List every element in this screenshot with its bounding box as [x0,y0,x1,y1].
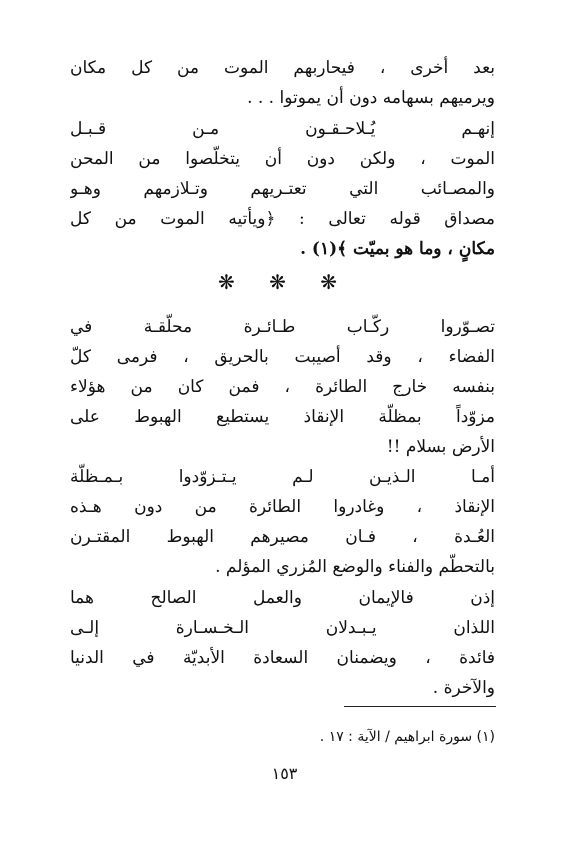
text-line: الفضاء ، وقد أصيبت بالحريق ، فرمى كلّ [70,347,495,367]
text-line: أمـا الـذيـن لـم يـتـزوّدوا بـمـظلّة [70,467,495,487]
paragraph-3 [70,312,495,462]
paragraph-2 [70,114,495,264]
section-separator: ❋ ❋ ❋ [218,270,351,294]
text-line: ويرميهم بسهامه دون أن يموتوا . . . [247,88,495,108]
paragraph-1 [70,53,495,113]
text-line: والآخرة . [432,678,495,698]
paragraph-4 [70,462,495,582]
text-line: إذن فالإيمان والعمل الصالح هما [70,588,495,608]
footnote: (١) سورة ابراهيم / الآية : ١٧ . [319,729,495,745]
page-number: ١٥٣ [271,764,298,783]
footnote-divider [344,706,496,707]
text-line: تصـوّروا ركّـاب طـائـرة محلّقـة في [70,317,495,337]
quran-quote-line: مكانٍ ، وما هو بميّت ﴾(١) . [300,239,495,259]
text-line: اللذان يـبـدلان الـخـسـارة إلـى [70,618,495,638]
text-line: الموت ، ولكن دون أن يتخلّصوا من المحن [70,149,495,169]
text-line: الأرض بسلام !! [386,437,495,457]
text-line: بنفسه خارج الطائرة ، فمن كان من هؤلاء [70,377,495,397]
text-line: الإنقاذ ، وغادروا الطائرة من دون هـذه [70,497,495,517]
quran-quote-line: مصداق قوله تعالى : ﴿ويأتيه الموت من كل [70,209,495,229]
text-line: بعد أخرى ، فيحاربهم الموت من كل مكان [70,58,495,78]
text-line: بالتحطّم والفناء والوضع المُزري المؤلم . [215,557,495,577]
text-line: إنهـم يُـلاحـقـون مـن قـبـل [70,119,495,139]
text-line: العُـدة ، فـان مصيرهم الهبوط المقتـرن [70,527,495,547]
paragraph-5 [70,583,495,703]
text-line: فائدة ، ويضمنان السعادة الأبديّة في الدنيا [70,648,495,668]
text-line: مزوّداً بمظلّة الإنقاذ يستطيع الهبوط على [70,407,495,427]
text-line: والمصـائب التي تعتـريهم وتـلازمهم وهـو [70,179,495,199]
